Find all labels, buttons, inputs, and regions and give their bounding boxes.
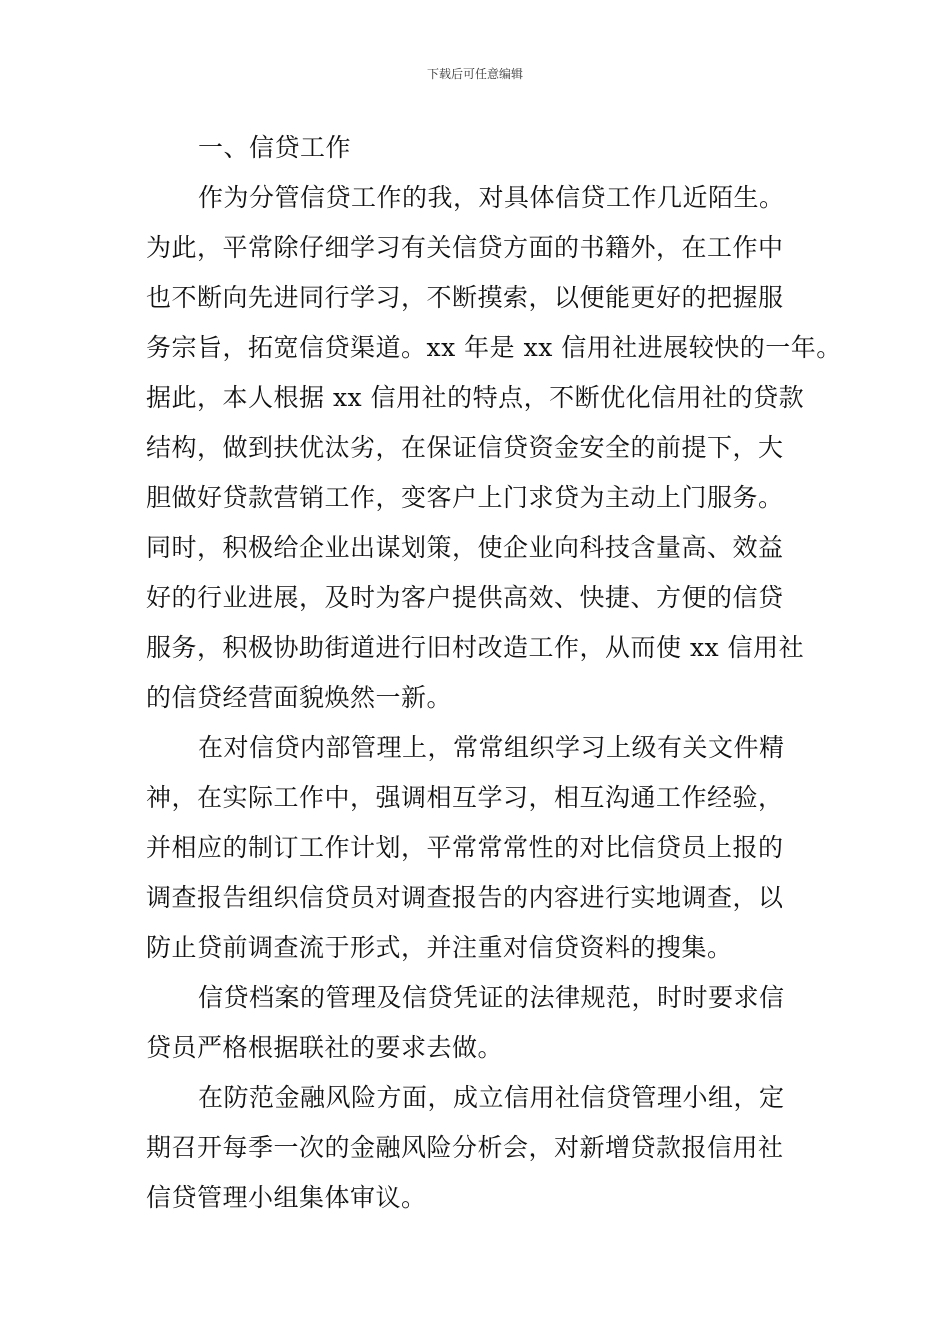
paragraph-2-line-2: 神，在实际工作中，强调相互学习，相互沟通工作经验，: [146, 783, 784, 812]
paragraph-1-line-4: 务宗旨，拓宽信贷渠道。xx 年是 xx 信用社进展较快的一年。: [146, 333, 842, 362]
paragraph-1-line-9: 好的行业进展，及时为客户提供高效、快捷、方便的信贷: [146, 583, 784, 612]
paragraph-1-line-8: 同时，积极给企业出谋划策，使企业向科技含量高、效益: [146, 533, 784, 562]
paragraph-3-line-1: 信贷档案的管理及信贷凭证的法律规范，时时要求信: [198, 983, 785, 1012]
paragraph-1-line-3: 也不断向先进同行学习，不断摸索，以便能更好的把握服: [146, 283, 784, 312]
paragraph-1-line-1: 作为分管信贷工作的我，对具体信贷工作几近陌生。: [198, 183, 785, 212]
paragraph-4-line-3: 信贷管理小组集体审议。: [146, 1183, 427, 1212]
paragraph-1-line-10: 服务，积极协助街道进行旧村改造工作，从而使 xx 信用社: [146, 633, 805, 662]
paragraph-2-line-3: 并相应的制订工作计划，平常常常性的对比信贷员上报的: [146, 833, 784, 862]
paragraph-2-line-5: 防止贷前调查流于形式，并注重对信贷资料的搜集。: [146, 933, 733, 962]
paragraph-1-line-2: 为此，平常除仔细学习有关信贷方面的书籍外，在工作中: [146, 233, 784, 262]
section-heading: 一、信贷工作: [198, 133, 352, 162]
paragraph-4-line-2: 期召开每季一次的金融风险分析会，对新增贷款报信用社: [146, 1133, 784, 1162]
paragraph-3-line-2: 贷员严格根据联社的要求去做。: [146, 1033, 504, 1062]
page-header-note: 下载后可任意编辑: [426, 67, 523, 81]
paragraph-1-line-7: 胆做好贷款营销工作，变客户上门求贷为主动上门服务。: [146, 483, 784, 512]
paragraph-1-line-11: 的信贷经营面貌焕然一新。: [146, 683, 453, 712]
paragraph-4-line-1: 在防范金融风险方面，成立信用社信贷管理小组，定: [198, 1083, 785, 1112]
paragraph-2-line-4: 调查报告组织信贷员对调查报告的内容进行实地调查，以: [146, 883, 784, 912]
paragraph-2-line-1: 在对信贷内部管理上，常常组织学习上级有关文件精: [198, 733, 785, 762]
paragraph-1-line-5: 据此，本人根据 xx 信用社的特点，不断优化信用社的贷款: [146, 383, 805, 412]
paragraph-1-line-6: 结构，做到扶优汰劣，在保证信贷资金安全的前提下，大: [146, 433, 784, 462]
